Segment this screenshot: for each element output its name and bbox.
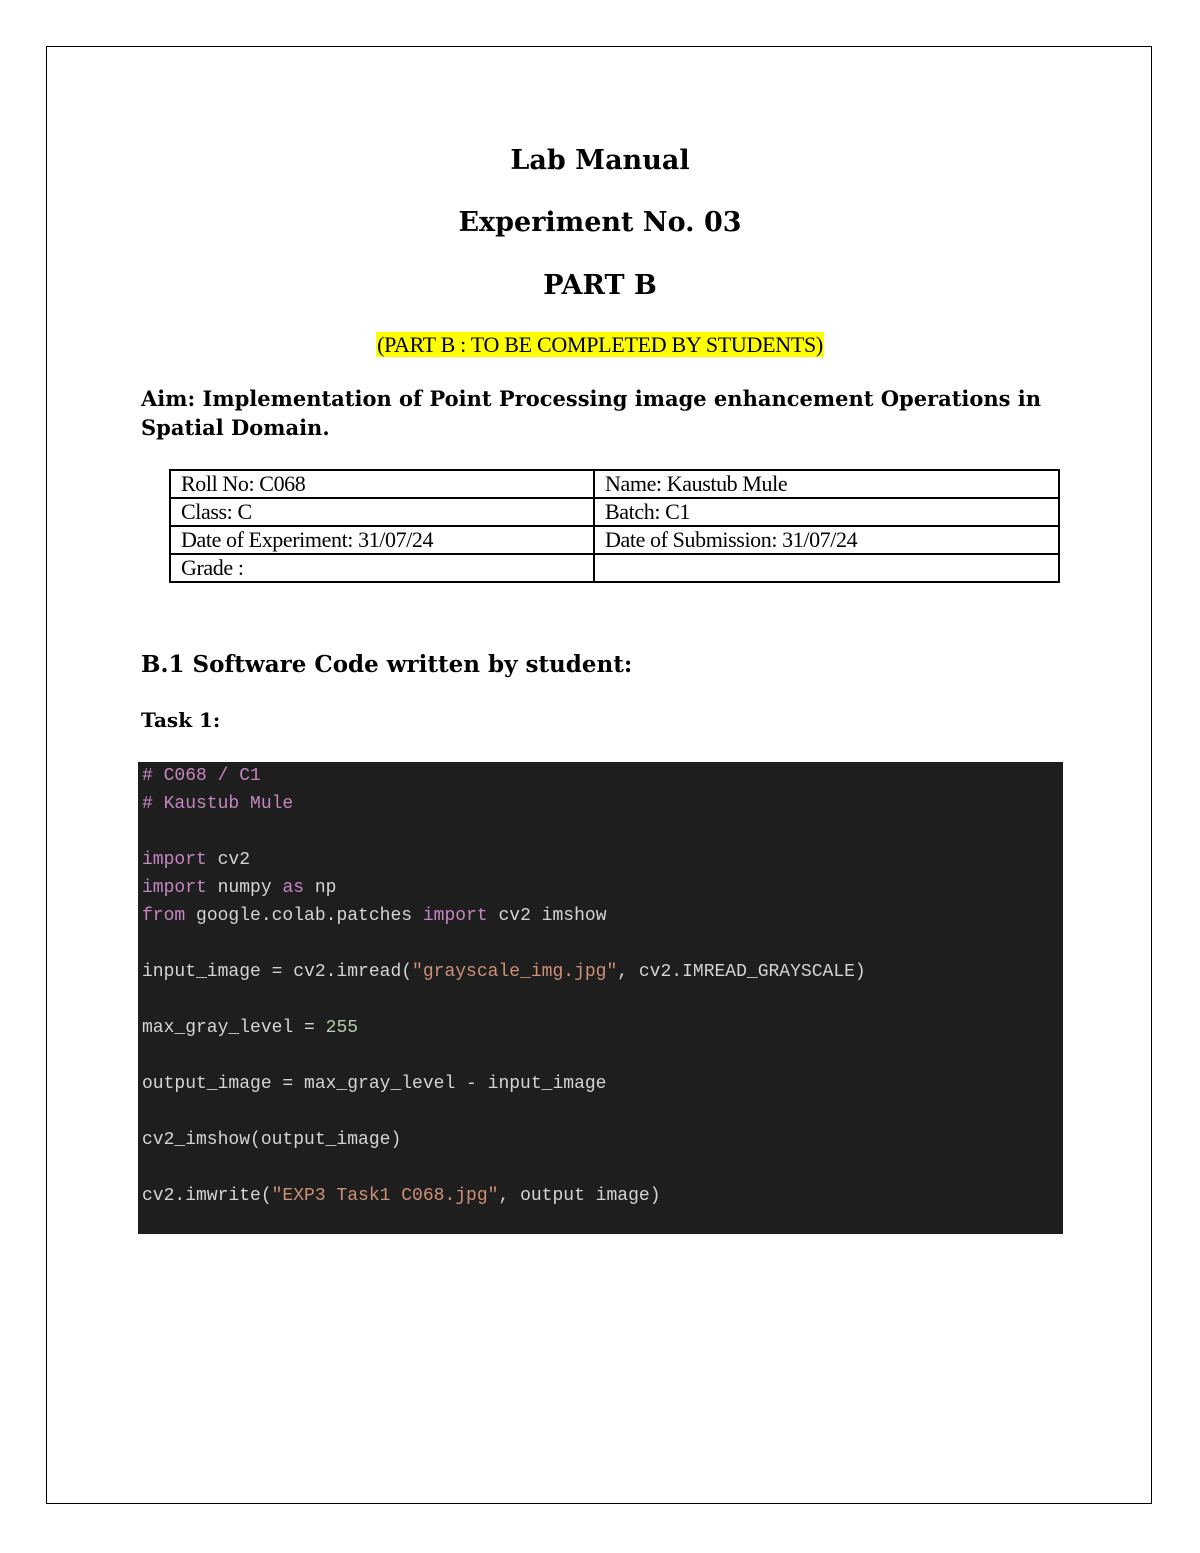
code-line <box>142 986 866 1014</box>
table-row <box>170 470 1059 498</box>
code-line <box>142 1042 866 1070</box>
code-token: import <box>422 906 488 926</box>
code-token: 255 <box>325 1018 359 1038</box>
code-token: cv2 imshow <box>487 906 607 926</box>
code-line <box>142 1070 866 1098</box>
student-note-text: (PART B : TO BE COMPLETED BY STUDENTS) <box>377 332 823 357</box>
code-line <box>142 762 866 790</box>
code-line <box>142 958 866 986</box>
code-line <box>142 818 866 846</box>
code-token: np <box>304 878 337 898</box>
table-row <box>170 554 1059 582</box>
code-line <box>142 1098 866 1126</box>
code-token: max_gray_level = <box>142 1018 326 1038</box>
code-line <box>142 1126 866 1154</box>
class-cell: Class: C <box>170 498 594 526</box>
code-line <box>142 874 866 902</box>
code-line <box>142 1154 866 1182</box>
code-token: "EXP3 Task1 C068.jpg" <box>271 1186 499 1206</box>
code-token: numpy <box>206 878 283 898</box>
roll-number-cell: Roll No: C068 <box>170 470 594 498</box>
code-line <box>142 930 866 958</box>
code-line <box>142 790 866 818</box>
batch-cell: Batch: C1 <box>594 498 1059 526</box>
code-token: import <box>142 850 207 870</box>
code-token: # Kaustub Mule <box>142 794 294 814</box>
code-token: as <box>282 878 305 898</box>
code-token: , output image) <box>498 1186 661 1206</box>
submission-date-cell: Date of Submission: 31/07/24 <box>594 526 1059 554</box>
grade-cell: Grade : <box>170 554 594 582</box>
code-line <box>142 846 866 874</box>
code-token: cv2.imwrite( <box>142 1186 272 1206</box>
code-token: import <box>142 878 207 898</box>
table-row <box>170 498 1059 526</box>
code-line <box>142 1014 866 1042</box>
code-token: # C068 / C1 <box>142 766 261 786</box>
code-line <box>142 902 866 930</box>
task-label: Task 1: <box>141 708 221 732</box>
experiment-number: Experiment No. 03 <box>458 207 742 238</box>
code-token: "grayscale_img.jpg" <box>412 962 618 982</box>
code-token: cv2 <box>206 850 251 870</box>
student-info-table <box>169 469 1060 583</box>
student-note <box>0 332 1200 358</box>
experiment-date-cell: Date of Experiment: 31/07/24 <box>170 526 594 554</box>
name-cell: Name: Kaustub Mule <box>594 470 1059 498</box>
code-token: from <box>142 906 186 926</box>
part-heading: PART B <box>543 270 657 301</box>
manual-title: Lab Manual <box>510 145 690 176</box>
code-token: cv2_imshow(output_image) <box>142 1130 402 1150</box>
code-token: google.colab.patches <box>185 906 423 926</box>
aim-statement: Aim: Implementation of Point Processing image enhancement Operations in Spatial Domain. <box>141 386 1042 440</box>
table-row <box>170 526 1059 554</box>
code-line <box>142 1182 866 1210</box>
code-block <box>138 762 1063 1234</box>
grade-value-cell <box>594 554 1059 582</box>
section-heading: B.1 Software Code written by student: <box>141 651 633 678</box>
code-token: output_image = max_gray_level - input_image <box>142 1074 607 1094</box>
code-token: input_image = cv2.imread( <box>142 962 413 982</box>
code-token: , cv2.IMREAD_GRAYSCALE) <box>617 962 866 982</box>
code-content <box>142 762 866 1210</box>
